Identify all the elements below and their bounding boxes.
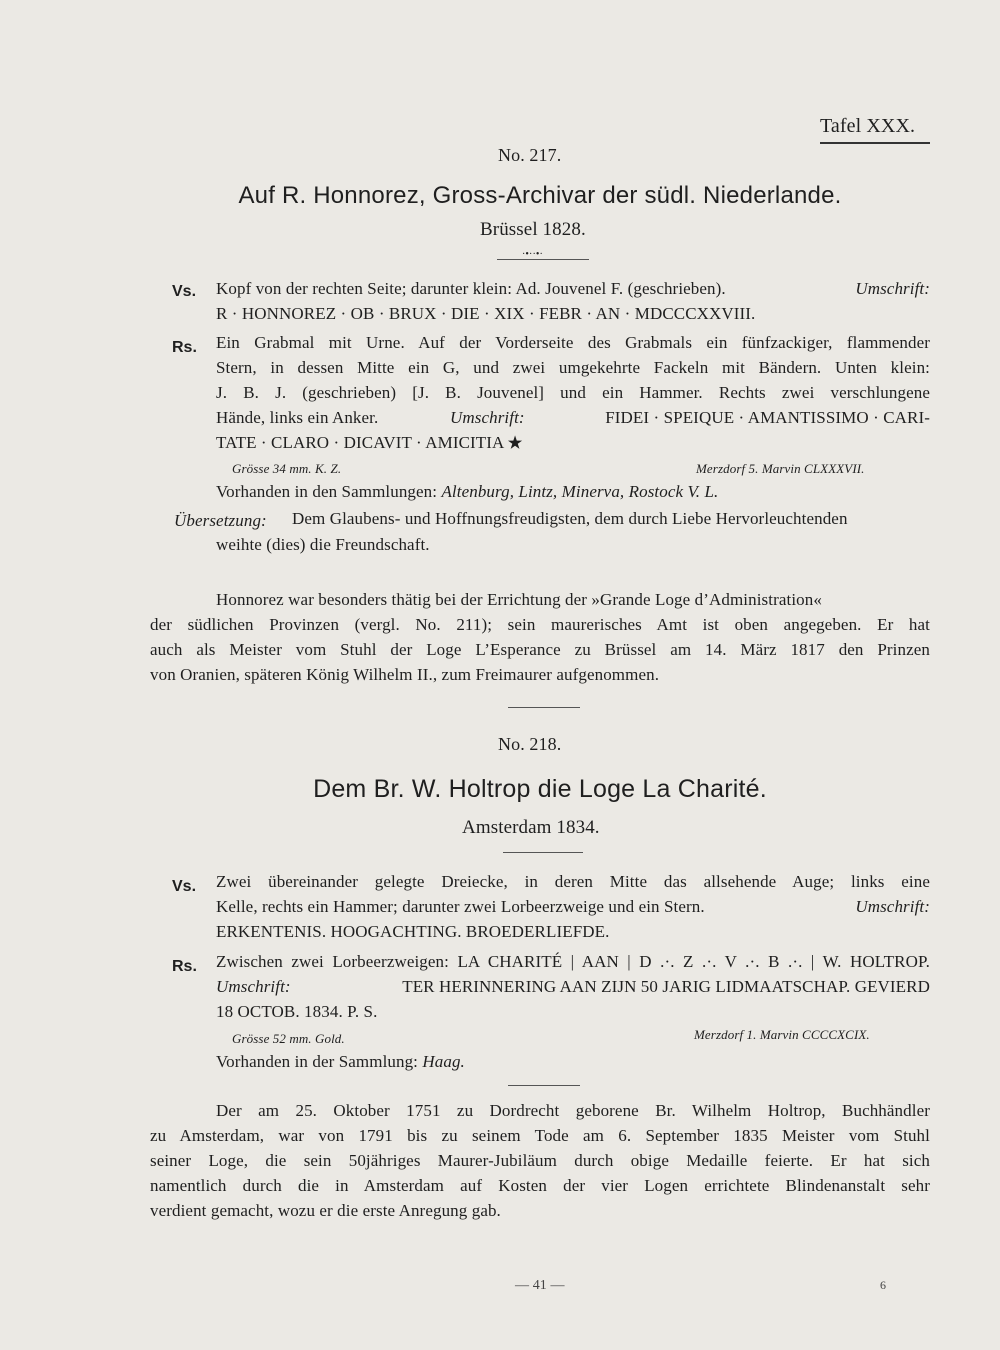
- entry-217-number: No. 217.: [498, 145, 562, 165]
- entry-217-rs-umschrift: Umschrift:: [450, 408, 525, 427]
- entry-218-rs-line2: [216, 977, 930, 997]
- entry-217-present-label: Vorhanden in den Sammlungen:: [216, 482, 438, 501]
- entry-218-rs-line2-text: TER HERINNERING AAN ZIJN 50 JARIG LIDMAATSCHAP. GEVIERD: [402, 977, 930, 996]
- entry-218-present-label: Vorhanden in der Sammlung:: [216, 1052, 419, 1071]
- entry-217-note-line2: der südlichen Provinzen (vergl. No. 211); sein maurerisches Amt ist oben angegeben. Er hat: [150, 615, 930, 634]
- plate-label: Tafel XXX.: [820, 115, 916, 137]
- entry-217-present-list: Altenburg, Lintz, Minerva, Rostock: [441, 482, 684, 501]
- entry-218-rs-line3: 18 OCTOB. 1834. P. S.: [216, 1002, 378, 1021]
- entry-218-note-line4: namentlich durch die in Amsterdam auf Kosten der vier Logen errichtete Blindenanstalt sehr: [150, 1176, 930, 1195]
- entry-218-vs-line2-text: Kelle, rechts ein Hammer; darunter zwei Lorbeerzweige und ein Stern.: [216, 897, 705, 916]
- entry-217-rs-line4a: Hände, links ein Anker.: [216, 408, 379, 427]
- entry-218-refs: Merzdorf 1. Marvin CCCCXCIX.: [694, 1027, 870, 1042]
- entry-218-rs-umschrift: Umschrift:: [216, 977, 291, 996]
- entry-218-note-line1: Der am 25. Oktober 1751 zu Dordrecht geborene Br. Wilhelm Holtrop, Buchhändler: [216, 1101, 930, 1120]
- signature-mark: 6: [880, 1278, 887, 1292]
- entry-217-rs-line2: Stern, in dessen Mitte ein G, und zwei umgekehrte Fackeln mit Bändern. Unten klein:: [216, 358, 930, 377]
- section-divider: [508, 707, 580, 708]
- entry-217-note-line1: Honnorez war besonders thätig bei der Errichtung der »Grande Loge d’Administration«: [216, 590, 822, 609]
- entry-218-number: No. 218.: [498, 734, 562, 754]
- entry-217-vs-line1: [216, 279, 930, 299]
- page-number: — 41 —: [515, 1278, 565, 1293]
- entry-218-note-line2: zu Amsterdam, war von 1791 bis zu seinem Tode am 6. September 1835 Meister vom Stuhl: [150, 1126, 930, 1145]
- entry-217-translation-line1: Dem Glaubens- und Hoffnungsfreudigsten, dem durch Liebe Hervorleuchtenden: [292, 509, 848, 528]
- entry-218-present: [216, 1052, 465, 1072]
- section-divider-218: [508, 1085, 580, 1086]
- entry-218-note-line3: seiner Loge, die sein 50jähriges Maurer-Jubiläum durch obige Medaille feierte. Er hat sich: [150, 1151, 930, 1170]
- entry-217-vs-line2: R · HONNOREZ · OB · BRUX · DIE · XIX · FEBR · AN · MDCCCXXVIII.: [216, 304, 756, 323]
- entry-217-translation-line2: weihte (dies) die Freundschaft.: [216, 535, 430, 554]
- entry-218-vs-line2: [216, 897, 930, 917]
- entry-217-note-line3: auch als Meister vom Stuhl der Loge L’Esperance zu Brüssel am 14. März 1817 den Prinzen: [150, 640, 930, 659]
- entry-218-vs-line1: Zwei übereinander gelegte Dreiecke, in deren Mitte das allsehende Auge; links eine: [216, 872, 930, 891]
- entry-217-rs-line3: J. B. J. (geschrieben) [J. B. Jouvenel] und ein Hammer. Rechts zwei verschlungene: [216, 383, 930, 402]
- ornament-dots: ·•··•·: [522, 249, 543, 260]
- entry-218-rs-line1: Zwischen zwei Lorbeerzweigen: LA CHARITÉ | AAN | D .·. Z .·. V .·. B .·. | W. HOLTROP.: [216, 952, 930, 971]
- entry-217-rs-label: Rs.: [172, 339, 197, 356]
- entry-217-vs-label: Vs.: [172, 283, 197, 300]
- entry-218-vs-label: Vs.: [172, 878, 197, 895]
- entry-217-vs-text: Kopf von der rechten Seite; darunter klein: Ad. Jouvenel F. (geschrieben).: [216, 279, 726, 298]
- entry-217-vs-umschrift: Umschrift:: [855, 279, 930, 298]
- entry-217-rs-line5-text: TATE · CLARO · DICAVIT · AMICITIA: [216, 433, 504, 452]
- ornament-divider: [497, 259, 589, 260]
- entry-218-vs-line3: ERKENTENIS. HOOGACHTING. BROEDERLIEFDE.: [216, 922, 610, 941]
- entry-218-size: Grösse 52 mm. Gold.: [232, 1031, 345, 1046]
- ornament-divider-218: [503, 852, 583, 853]
- entry-218-vs-umschrift: Umschrift:: [855, 897, 930, 916]
- entry-218-title: Dem Br. W. Holtrop die Loge La Charité.: [313, 775, 767, 803]
- entry-217-translation-label: Übersetzung:: [174, 511, 267, 530]
- entry-218-present-list: Haag.: [422, 1052, 465, 1071]
- entry-218-note-line5: verdient gemacht, wozu er die erste Anregung gab.: [150, 1201, 501, 1220]
- entry-217-rs-line4: [216, 408, 930, 428]
- entry-217-present: [216, 482, 718, 502]
- plate-underline: [820, 142, 930, 144]
- entry-217-place: Brüssel 1828.: [480, 219, 586, 240]
- entry-217-title: Auf R. Honnorez, Gross-Archivar der südl. Niederlande.: [238, 182, 842, 209]
- entry-218-rs-label: Rs.: [172, 958, 197, 975]
- star-icon: ★: [507, 435, 523, 452]
- entry-217-rs-line5: [216, 433, 522, 453]
- entry-217-note-line4: von Oranien, späteren König Wilhelm II., zum Freimaurer aufgenommen.: [150, 665, 660, 684]
- entry-218-place: Amsterdam 1834.: [462, 817, 600, 838]
- entry-217-size: Grösse 34 mm. K. Z.: [232, 461, 342, 476]
- entry-217-rs-line4b: FIDEI · SPEIQUE · AMANTISSIMO · CARI-: [605, 408, 930, 427]
- entry-217-refs: Merzdorf 5. Marvin CLXXXVII.: [696, 461, 865, 476]
- entry-217-rs-line1: Ein Grabmal mit Urne. Auf der Vorderseite des Grabmals ein fünfzackiger, flammender: [216, 333, 930, 352]
- entry-217-present-tail: V. L.: [687, 482, 719, 501]
